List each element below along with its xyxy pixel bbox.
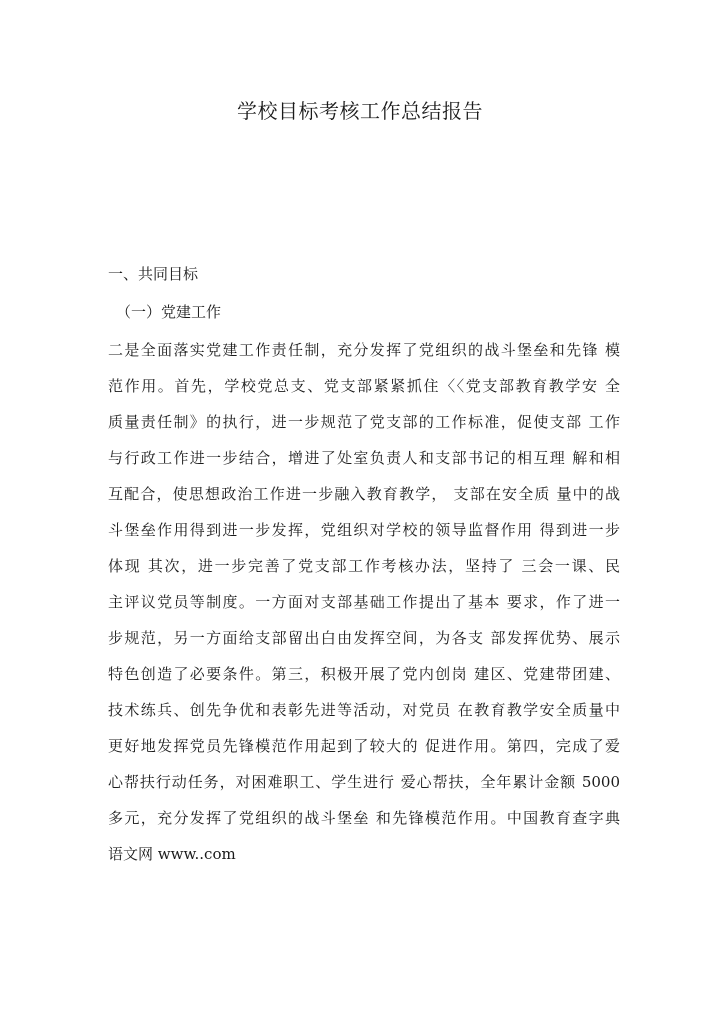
paragraph-line: 体现 其次，进一步完善了党支部工作考核办法，坚持了 三会一课、民 <box>108 557 620 575</box>
paragraph-line: 语文网 www..com <box>108 845 236 863</box>
paragraph-line: 更好地发挥党员先锋模范作用起到了较大的 促进作用。第四，完成了爱 <box>108 737 620 755</box>
paragraph-line: 主评议党员等制度。一方面对支部基础工作提出了基本 要求，作了进一 <box>108 593 620 611</box>
paragraph-line: 与行政工作进一步结合，增进了处室负责人和支部书记的相互理 解和相 <box>108 449 620 467</box>
paragraph-line: 范作用。首先，学校党总支、党支部紧紧抓住〈〈党支部教育教学安 全 <box>108 377 620 395</box>
paragraph-line: 心帮扶行动任务，对困难职工、学生进行 爱心帮扶，全年累计金额 5000 <box>108 773 620 791</box>
paragraph-line: 二是全面落实党建工作责任制，充分发挥了党组织的战斗堡垒和先锋 模 <box>108 341 620 359</box>
paragraph-line: 步规范，另一方面给支部留出白由发挥空间，为各支 部发挥优势、展示 <box>108 629 620 647</box>
paragraph-line: 技术练兵、创先争优和表彰先进等活动，对党员 在教育教学安全质量中 <box>108 701 620 719</box>
paragraph-line: 斗堡垒作用得到进一步发挥，党组织对学校的领导监督作用 得到进一步 <box>108 521 620 539</box>
paragraph-line: 质量责任制》的执行，进一步规范了党支部的工作标准，促使支部 工作 <box>108 413 620 431</box>
document-title: 学校目标考核工作总结报告 <box>237 99 483 123</box>
body-paragraph <box>108 338 620 878</box>
paragraph-line: 特色创造了必要条件。第三，积极开展了党内创岗 建区、党建带团建、 <box>108 665 620 683</box>
subsection-heading: （一）党建工作 <box>116 303 222 321</box>
section-heading: 一、共同目标 <box>108 265 199 283</box>
paragraph-line: 多元，充分发挥了党组织的战斗堡垒 和先锋模范作用。中国教育查字典 <box>108 809 620 827</box>
paragraph-line: 互配合，使思想政治工作进一步融入教育教学， 支部在安全质 量中的战 <box>108 485 620 503</box>
